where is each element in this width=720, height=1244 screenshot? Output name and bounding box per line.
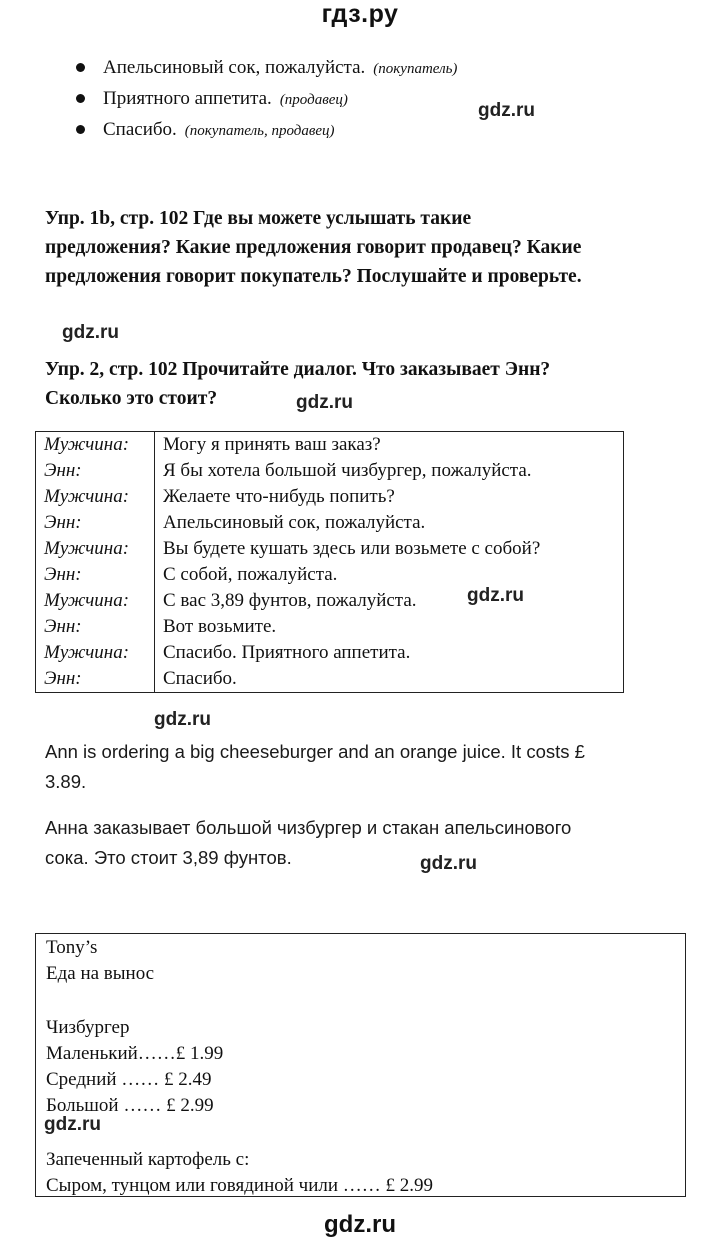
table-row [36, 640, 624, 666]
speaker-cell: Мужчина: [36, 640, 155, 666]
speaker-cell: Энн: [36, 666, 155, 693]
speaker-cell: Энн: [36, 562, 155, 588]
watermark: gdz.ru [296, 392, 353, 413]
menu-section-title: Запеченный картофель с: [46, 1149, 250, 1170]
phrase-list [76, 52, 457, 145]
task-1b-heading [45, 204, 685, 291]
spacer [46, 987, 685, 1015]
task-line: Упр. 1b, стр. 102 Где вы можете услышать такие [45, 208, 472, 229]
table-row [36, 536, 624, 562]
site-footer: gdz.ru [324, 1211, 396, 1238]
menu-item: Сыром, тунцом или говядиной чили …… £ 2.99 [46, 1175, 434, 1196]
list-item [76, 114, 457, 145]
menu-item: Средний …… £ 2.49 [46, 1069, 212, 1090]
speaker-cell: Мужчина: [36, 484, 155, 510]
watermark: gdz.ru [420, 853, 477, 874]
table-row [36, 432, 624, 459]
answer-russian [45, 813, 685, 873]
spacer [46, 1119, 685, 1147]
watermark: gdz.ru [467, 585, 524, 606]
task-line: предложения говорит покупатель? Послушайте и проверьте. [45, 266, 582, 287]
table-row [36, 510, 624, 536]
speaker-cell: Мужчина: [36, 588, 155, 614]
answer-line: Ann is ordering a big cheeseburger and an orange juice. It costs £ [45, 741, 585, 762]
line-cell: Апельсиновый сок, пожалуйста. [155, 510, 624, 536]
answer-line: Анна заказывает большой чизбургер и стакан апельсинового [45, 817, 572, 838]
line-cell: Я бы хотела большой чизбургер, пожалуйста. [155, 458, 624, 484]
speaker-cell: Энн: [36, 510, 155, 536]
speaker-cell: Энн: [36, 614, 155, 640]
menu-item: Маленький……£ 1.99 [46, 1043, 224, 1064]
table-row [36, 562, 624, 588]
site-header: гдз.ру [321, 0, 399, 28]
menu-item: Большой …… £ 2.99 [46, 1095, 214, 1116]
line-cell: Вы будете кушать здесь или возьмете с собой? [155, 536, 624, 562]
menu-name: Tony’s [46, 937, 98, 958]
answer-line: сока. Это стоит 3,89 фунтов. [45, 847, 292, 868]
answer-english [45, 737, 685, 797]
bullet-icon [76, 94, 85, 103]
line-cell: Вот возьмите. [155, 614, 624, 640]
task-line: предложения? Какие предложения говорит продавец? Какие [45, 237, 582, 258]
phrase-role: (покупатель, продавец) [184, 123, 335, 139]
table-row [36, 666, 624, 693]
line-cell: Спасибо. [155, 666, 624, 693]
table-row [36, 484, 624, 510]
table-row [36, 458, 624, 484]
line-cell: Спасибо. Приятного аппетита. [155, 640, 624, 666]
line-cell: С собой, пожалуйста. [155, 562, 624, 588]
menu-box [35, 933, 686, 1197]
watermark: gdz.ru [154, 709, 211, 730]
dialog-table [35, 431, 624, 693]
task-line: Сколько это стоит? [45, 388, 218, 409]
speaker-cell: Энн: [36, 458, 155, 484]
phrase-role: (продавец) [279, 92, 348, 108]
speaker-cell: Мужчина: [36, 432, 155, 459]
bullet-icon [76, 63, 85, 72]
table-row [36, 614, 624, 640]
phrase-role: (покупатель) [373, 61, 458, 77]
task-line: Упр. 2, стр. 102 Прочитайте диалог. Что заказывает Энн? [45, 359, 551, 380]
menu-section-title: Чизбургер [46, 1017, 130, 1038]
speaker-cell: Мужчина: [36, 536, 155, 562]
phrase-text: Приятного аппетита. [103, 88, 272, 109]
answer-line: 3.89. [45, 771, 87, 792]
phrase-text: Апельсиновый сок, пожалуйста. [103, 57, 366, 78]
list-item [76, 83, 457, 114]
phrase-text: Спасибо. [103, 119, 177, 140]
task-2-heading [45, 355, 685, 413]
line-cell: Желаете что-нибудь попить? [155, 484, 624, 510]
line-cell: Могу я принять ваш заказ? [155, 432, 624, 459]
table-row [36, 588, 624, 614]
watermark: gdz.ru [478, 100, 535, 121]
menu-subtitle: Еда на вынос [46, 963, 155, 984]
bullet-icon [76, 125, 85, 134]
watermark: gdz.ru [62, 322, 119, 343]
watermark: gdz.ru [44, 1114, 101, 1135]
line-cell: С вас 3,89 фунтов, пожалуйста. [155, 588, 624, 614]
list-item [76, 52, 457, 83]
